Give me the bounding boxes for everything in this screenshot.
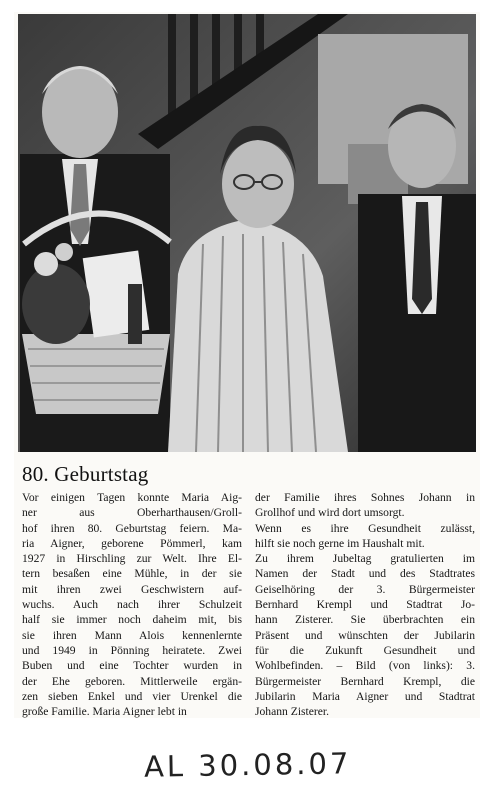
text-line: ner aus Oberharthausen/Groll- (22, 506, 242, 520)
photo-illustration (18, 14, 476, 452)
text-line: 1927 in Hirschling zur Welt. Ihre El- (22, 552, 242, 566)
text-line: mit ihren zwei Geschwistern auf- (22, 582, 242, 596)
text-line: wuchs. Auch nach ihrer Schulzeit (22, 598, 242, 612)
text-line: Wenn es ihre Gesundheit zulässt, (255, 521, 475, 535)
text-line: Johann Zisterer. (255, 705, 330, 719)
text-line: große Familie. Maria Aigner lebt in (22, 705, 187, 719)
text-line: Zu ihrem Jubeltag gratulierten im (255, 552, 475, 566)
text-line: Buben und eine Tochter wurden in (22, 659, 242, 673)
article-column-left (22, 490, 242, 719)
newspaper-clipping (14, 12, 480, 718)
text-line: hilft sie noch gerne im Haushalt mit. (255, 536, 425, 550)
text-line: Vor einigen Tagen konnte Maria Aig- (22, 491, 242, 504)
text-line: hann Zisterer. Sie überbrachten ein (255, 613, 475, 627)
text-line: Geiselhöring der 3. Bürgermeister (255, 582, 475, 596)
text-line: Wohlbefinden. – Bild (von links): 3. (255, 659, 475, 673)
handwritten-date: AL 30.08.07 (143, 746, 352, 784)
article-photo (18, 14, 476, 452)
text-line: ria Aigner, geborene Pömmerl, kam (22, 536, 242, 550)
text-line: tern besaßen eine Mühle, in der sie (22, 567, 242, 581)
text-line: der Ehe geboren. Mittlerweile ergän- (22, 674, 242, 688)
text-line: für die Zukunft Gesundheit und (255, 643, 475, 657)
text-line: Präsent und wünschten der Jubilarin (255, 628, 475, 642)
text-line: Namen der Stadt und des Stadtrates (255, 567, 475, 581)
text-line: hof ihren 80. Geburtstag feiern. Ma- (22, 521, 242, 535)
text-line: Bernhard Krempl und Stadtrat Jo- (255, 598, 475, 612)
text-line: sie ihren Mann Alois kennenlernte (22, 628, 242, 642)
article-headline: 80. Geburtstag (22, 462, 149, 486)
text-line: Bürgermeister Bernhard Krempl, die (255, 674, 475, 688)
text-line: zen sieben Enkel und vier Urenkel die (22, 689, 242, 703)
text-line: Jubilarin Maria Aigner und Stadtrat (255, 689, 475, 703)
text-line: half sie immer noch daheim mit, bis (22, 613, 242, 627)
article-column-right (255, 490, 475, 719)
text-line: und 1949 in Pönning heiratete. Zwei (22, 643, 242, 657)
text-line: der Familie ihres Sohnes Johann in (255, 491, 475, 504)
text-line: Grollhof und wird dort umsorgt. (255, 506, 405, 520)
